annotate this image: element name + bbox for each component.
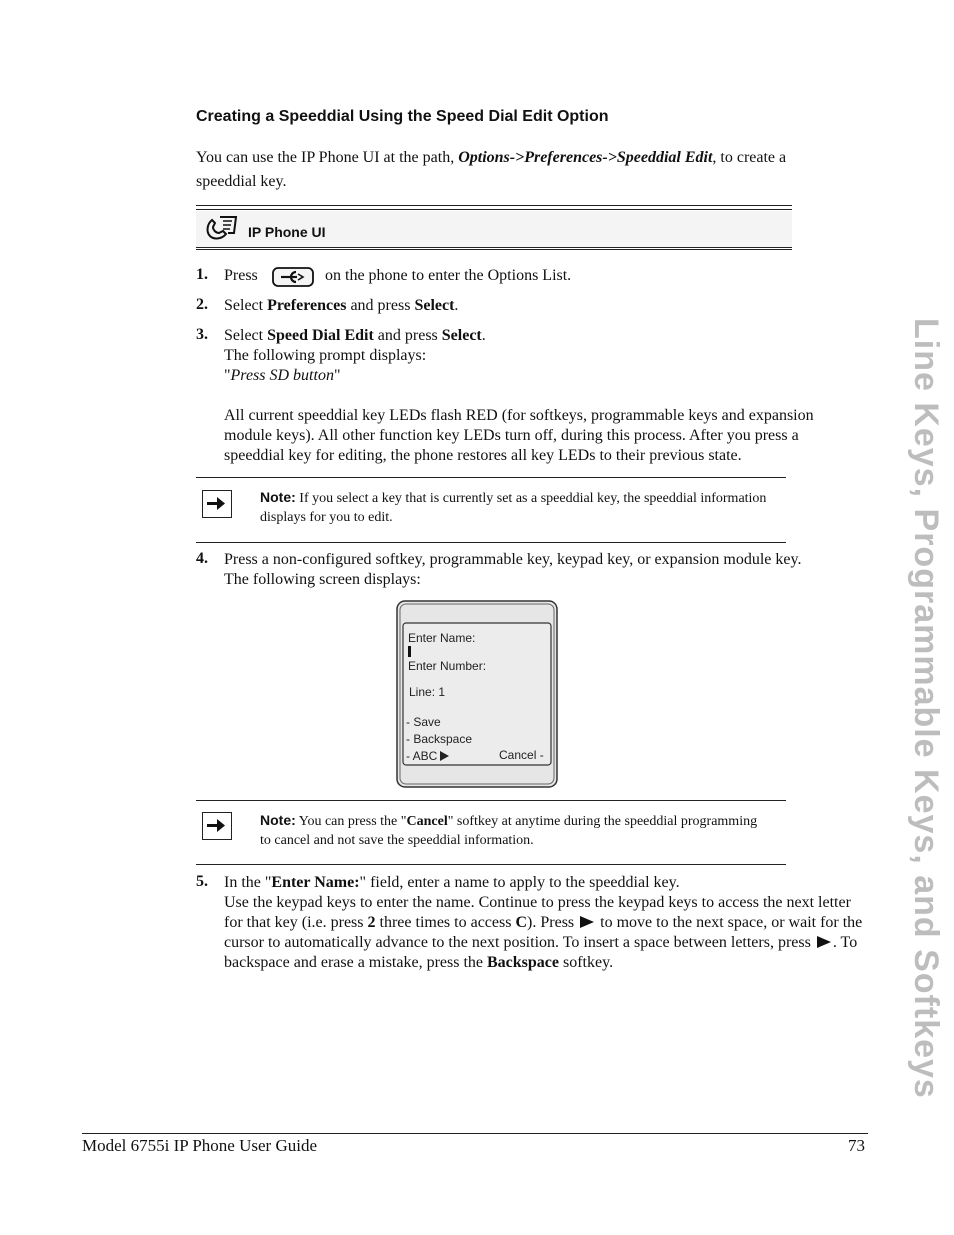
footer-divider xyxy=(82,1133,868,1134)
cancel-softkey[interactable]: Cancel - xyxy=(499,748,544,762)
chapter-side-title: Line Keys, Programmable Keys, and Softkeys xyxy=(907,318,945,1099)
triangle-right-icon xyxy=(580,916,594,928)
step-3-paragraph: All current speeddial key LEDs flash RED (for softkeys, programmable keys and expansion module keys). All other function key LEDs turn off, during this process. After you press a speeddial key for editing, the phone restores all key LEDs to their previous state. xyxy=(224,407,814,464)
phone-screen xyxy=(396,600,558,788)
note-box xyxy=(196,800,786,865)
step-4-text: Press a non-configured softkey, programmable key, keypad key, or expansion module key. The following screen displays: xyxy=(224,551,802,588)
options-key-icon xyxy=(272,266,314,288)
prompt-text: "Press SD button" xyxy=(224,367,341,384)
step-3-text: Select Speed Dial Edit and press Select. The following prompt displays: "Press SD button" All current speeddial key LEDs flash RED (for softkeys, programmable keys and expansion module keys). All other function key LEDs turn off, during this process. After you press a speeddial key for editing, the phone restores all key LEDs to their previous state. xyxy=(224,326,860,466)
step-number: 4. xyxy=(196,550,208,567)
section-heading: Creating a Speeddial Using the Speed Dial Edit Option xyxy=(196,108,609,125)
page-number: 73 xyxy=(848,1136,865,1155)
note-text: Note: If you select a key that is currently set as a speeddial key, the speeddial information displays for you to edit. xyxy=(260,489,767,525)
phone-icon xyxy=(204,214,240,242)
step-1-text: Press xyxy=(224,267,258,284)
intro-text: You can use the IP Phone UI at the path, xyxy=(196,149,459,166)
step-2-text: Select Preferences and press Select. xyxy=(224,297,459,314)
step-number: 1. xyxy=(196,266,208,283)
triangle-right-icon xyxy=(440,751,449,761)
abc-softkey[interactable]: - ABC xyxy=(406,749,449,763)
step-number: 2. xyxy=(196,296,208,313)
backspace-softkey[interactable]: - Backspace xyxy=(406,732,473,746)
note-box xyxy=(196,477,786,543)
menu-path: Options->Preferences->Speeddial Edit xyxy=(458,149,713,166)
footer-guide-title: Model 6755i IP Phone User Guide xyxy=(82,1136,317,1155)
ip-phone-ui-label: IP Phone UI xyxy=(248,224,326,240)
arrow-right-icon xyxy=(202,812,232,840)
save-softkey[interactable]: - Save xyxy=(406,715,441,729)
intro-text-end: , to create a speeddial key. xyxy=(196,149,787,190)
intro-paragraph xyxy=(196,146,846,194)
line-label: Line: 1 xyxy=(409,685,446,699)
step-1-text-end: on the phone to enter the Options List. xyxy=(325,267,572,284)
step-3-line2: The following prompt displays: xyxy=(224,347,427,364)
triangle-right-icon xyxy=(817,936,831,948)
step-5-text: In the "Enter Name:" field, enter a name to apply to the speeddial key. Use the keypad keys to enter the name. Continue to press the keypad keys to access the next letter for that key (i.e. press 2 three times to access C). Press to move to the next space, or wait for the cursor to automatically advance to the next position. To insert a space between letters, press . To backspace and erase a mistake, press the Backspace softkey. xyxy=(224,874,863,971)
enter-number-label: Enter Number: xyxy=(408,659,487,673)
step-number: 3. xyxy=(196,326,208,343)
ip-phone-ui-bar xyxy=(196,205,792,249)
enter-name-label: Enter Name: xyxy=(408,631,476,645)
arrow-right-icon xyxy=(202,490,232,518)
note-text: Note: You can press the "Cancel" softkey at anytime during the speeddial programming to cancel and not save the speeddial information. xyxy=(260,812,758,848)
step-number: 5. xyxy=(196,873,208,890)
